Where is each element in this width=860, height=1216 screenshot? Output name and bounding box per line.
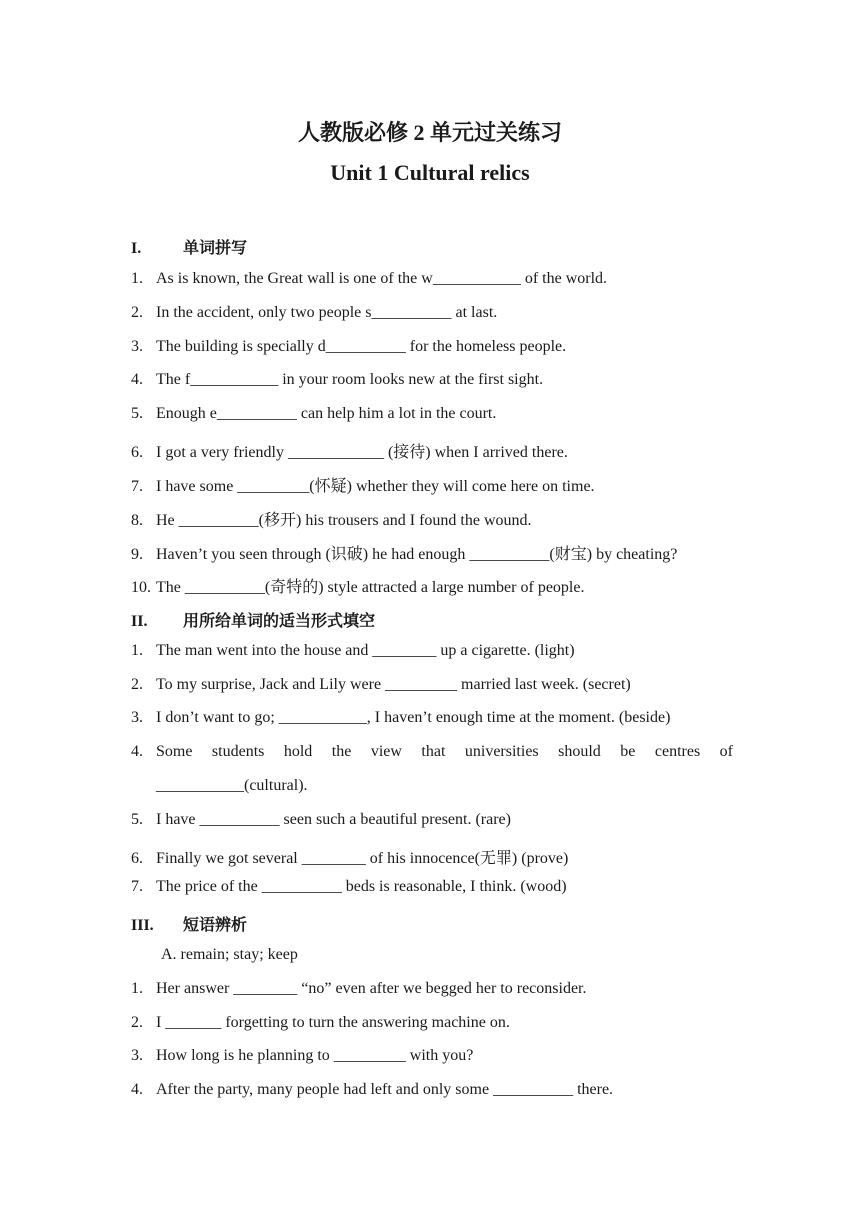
page-title-unit: Unit 1 Cultural relics (330, 160, 530, 185)
section-title: 单词拼写 (183, 240, 248, 257)
item-text: The building is specially d__________ for the homeless people. (156, 338, 567, 355)
item-text: I _______ forgetting to turn the answering machine on. (156, 1014, 510, 1031)
exercise-line (131, 1047, 473, 1065)
exercise-line (131, 270, 607, 288)
item-text-continuation: ___________(cultural). (156, 777, 308, 794)
item-number: 10. (131, 579, 151, 596)
section-title: 用所给单词的适当形式填空 (183, 613, 376, 630)
item-text-justified: Some students hold the view that universities should be centres of (156, 743, 733, 760)
exercise-line (131, 1081, 613, 1099)
item-number: 8. (131, 512, 143, 529)
page-title-chinese: 人教版必修 2 单元过关练习 (297, 120, 562, 145)
item-text: In the accident, only two people s__________ at last. (156, 304, 498, 321)
exercise-line (131, 507, 532, 530)
item-number: 3. (131, 338, 143, 355)
item-text: The price of the __________ beds is reasonable, I think. (wood) (156, 878, 567, 895)
exercise-line-number (131, 743, 156, 761)
item-text: I have __________ seen such a beautiful present. (rare) (156, 811, 511, 828)
exercise-line (131, 1014, 510, 1032)
exercise-line (131, 338, 566, 356)
section-number: I. (131, 240, 142, 257)
item-text: The man went into the house and ________ up a cigarette. (light) (156, 642, 575, 659)
exercise-line (131, 845, 568, 868)
item-text: The __________(奇特的) style attracted a large number of people. (156, 579, 585, 596)
item-number: 6. (131, 444, 143, 461)
item-text: After the party, many people had left and only some __________ there. (156, 1081, 614, 1098)
item-number: 4. (131, 743, 143, 760)
exercise-line (131, 676, 631, 694)
item-number: 4. (131, 371, 143, 388)
item-number: 1. (131, 642, 143, 659)
exercise-line (131, 574, 584, 597)
exercise-line (131, 439, 568, 462)
section-2-heading (131, 608, 375, 631)
item-number: 2. (131, 676, 143, 693)
exercise-line (131, 304, 497, 322)
item-number: 6. (131, 850, 143, 867)
exercise-line (131, 811, 511, 829)
item-number: 2. (131, 1014, 143, 1031)
item-text: I got a very friendly ____________ (接待) when I arrived there. (156, 444, 568, 461)
exercise-line (131, 405, 496, 423)
item-number: 5. (131, 811, 143, 828)
exercise-line (131, 473, 595, 496)
item-number: 1. (131, 270, 143, 287)
item-number: 9. (131, 546, 143, 563)
item-number: 7. (131, 478, 143, 495)
exercise-line (131, 541, 677, 564)
exercise-line (131, 642, 575, 660)
exercise-line (131, 878, 567, 896)
item-text: Her answer ________ “no” even after we begged her to reconsider. (156, 980, 587, 997)
item-text: I don’t want to go; ___________, I haven’t enough time at the moment. (beside) (156, 709, 671, 726)
item-text: The f___________ in your room looks new at the first sight. (156, 371, 544, 388)
item-number: 5. (131, 405, 143, 422)
item-text: Finally we got several ________ of his innocence(无罪) (prove) (156, 850, 569, 867)
subsection-word-group: A. remain; stay; keep (161, 946, 298, 963)
item-number: 3. (131, 1047, 143, 1064)
exercise-line (131, 980, 587, 998)
item-text: To my surprise, Jack and Lily were _________ married last week. (secret) (156, 676, 631, 693)
item-text: How long is he planning to _________ with you? (156, 1047, 474, 1064)
section-3-heading (131, 912, 247, 935)
item-number: 7. (131, 878, 143, 895)
exercise-line (131, 371, 543, 389)
section-number: II. (131, 613, 148, 630)
item-text: He __________(移开) his trousers and I found the wound. (156, 512, 532, 529)
item-number: 3. (131, 709, 143, 726)
exercise-line (131, 709, 670, 727)
item-text: As is known, the Great wall is one of the w___________ of the world. (156, 270, 608, 287)
item-number: 1. (131, 980, 143, 997)
section-number: III. (131, 917, 154, 934)
item-text: Haven’t you seen through (识破) he had enough __________(财宝) by cheating? (156, 546, 678, 563)
item-text: Enough e__________ can help him a lot in the court. (156, 405, 497, 422)
section-1-heading (131, 235, 247, 258)
item-number: 2. (131, 304, 143, 321)
section-title: 短语辨析 (183, 917, 248, 934)
item-number: 4. (131, 1081, 143, 1098)
item-text: I have some _________(怀疑) whether they will come here on time. (156, 478, 595, 495)
